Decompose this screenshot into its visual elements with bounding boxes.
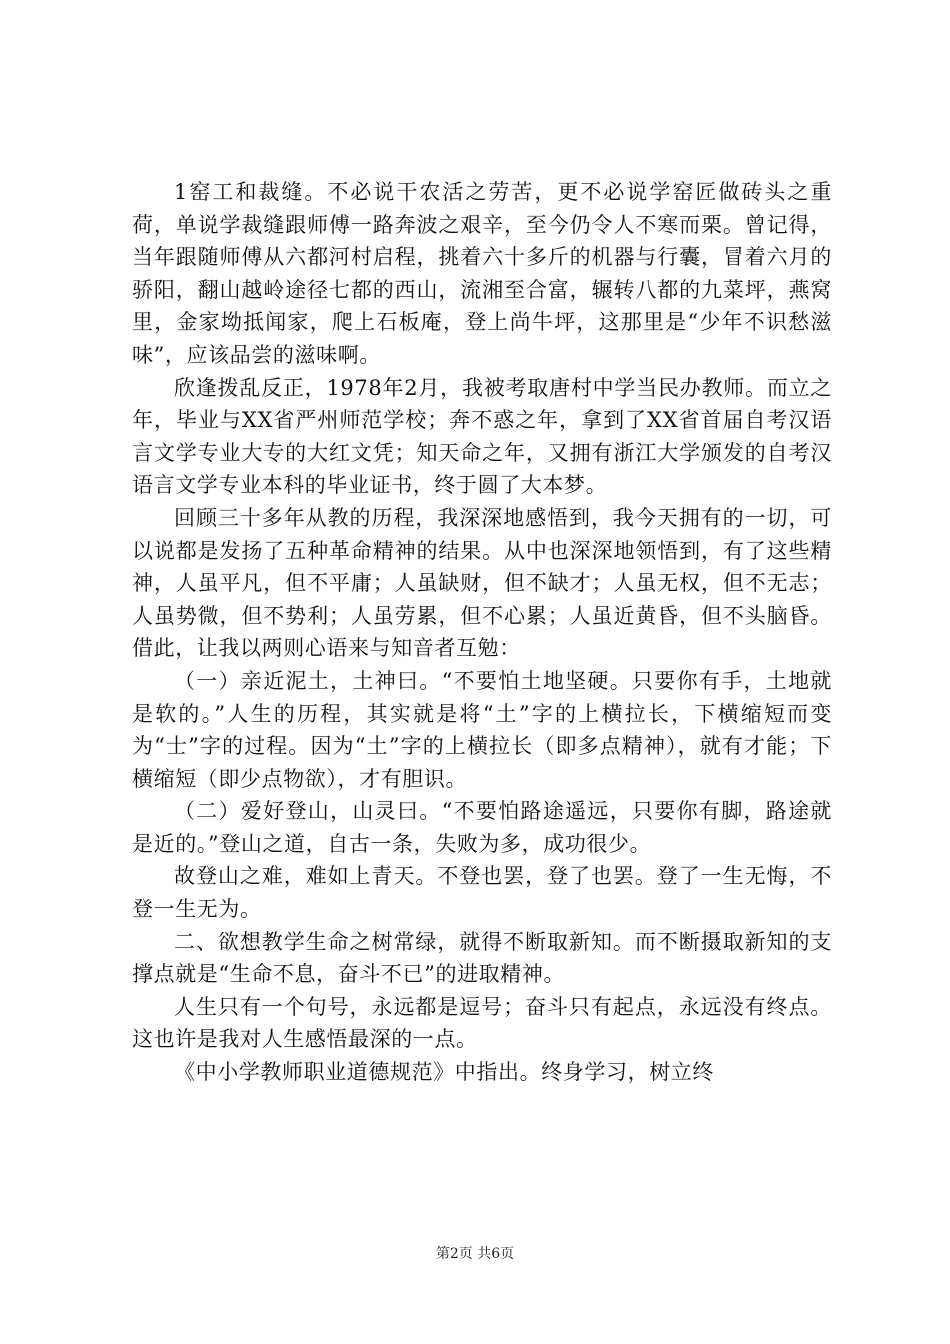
document-body xyxy=(132,176,832,1089)
paragraph-9: 《中小学教师职业道德规范》中指出。终身学习，树立终 xyxy=(174,1060,714,1085)
paragraph-3: 回顾三十多年从教的历程，我深深地感悟到，我今天拥有的一切，可以说都是发扬了五种革命精神的结果。从中也深深地领悟到，有了这些精神，人虽平凡，但不平庸；人虽缺财，但不缺才；人虽无权，但不无志；人虽势微，但不势利；人虽劳累，但不心累；人虽近黄昏，但不头脑昏。借此，让我以两则心语来与知音者互勉： xyxy=(132,505,832,661)
page-footer: 第2页 共6页 xyxy=(435,1246,515,1262)
paragraph-6: 故登山之难，难如上青天。不登也罢，登了也罢。登了一生无悔，不登一生无为。 xyxy=(132,864,832,922)
paragraph-1: 1窑工和裁缝。不必说干农活之劳苦，更不必说学窑匠做砖头之重荷，单说学裁缝跟师傅一路奔波之艰辛，至今仍令人不寒而栗。曾记得，当年跟随师傅从六都河村启程，挑着六十多斤的机器与行囊，冒着六月的骄阳，翻山越岭途径七都的西山，流湘至合富，辗转八都的九菜坪，燕窝里，金家坳抵闻家，爬上石板庵，登上尚牛坪，这那里是“少年不识愁滋味”，应该品尝的滋味啊。 xyxy=(132,180,832,367)
paragraph-2: 欣逢拨乱反正，1978年2月，我被考取唐村中学当民办教师。而立之年，毕业与XX省严州师范学校；奔不惑之年，拿到了XX省首届自考汉语言文学专业大专的大红文凭；知天命之年，又拥有浙江大学颁发的自考汉语言文学专业本科的毕业证书，终于圆了大本梦。 xyxy=(132,375,832,498)
paragraph-8: 人生只有一个句号，永远都是逗号；奋斗只有起点，永远没有终点。这也许是我对人生感悟最深的一点。 xyxy=(132,994,832,1052)
paragraph-5: （二）爱好登山，山灵曰。“不要怕路途遥远，只要你有脚，路途就是近的。”登山之道，自古一条，失败为多，成功很少。 xyxy=(132,799,832,856)
paragraph-4: （一）亲近泥土，土神曰。“不要怕土地坚硬。只要你有手，土地就是软的。”人生的历程，其实就是将“土”字的上横拉长，下横缩短而变为“士”字的过程。因为“土”字的上横拉长（即多点精神），就有才能；下横缩短（即少点物欲），才有胆识。 xyxy=(132,668,832,791)
paragraph-7: 二、欲想教学生命之树常绿，就得不断取新知。而不断摄取新知的支撑点就是“生命不息，奋斗不已”的进取精神。 xyxy=(132,929,832,987)
